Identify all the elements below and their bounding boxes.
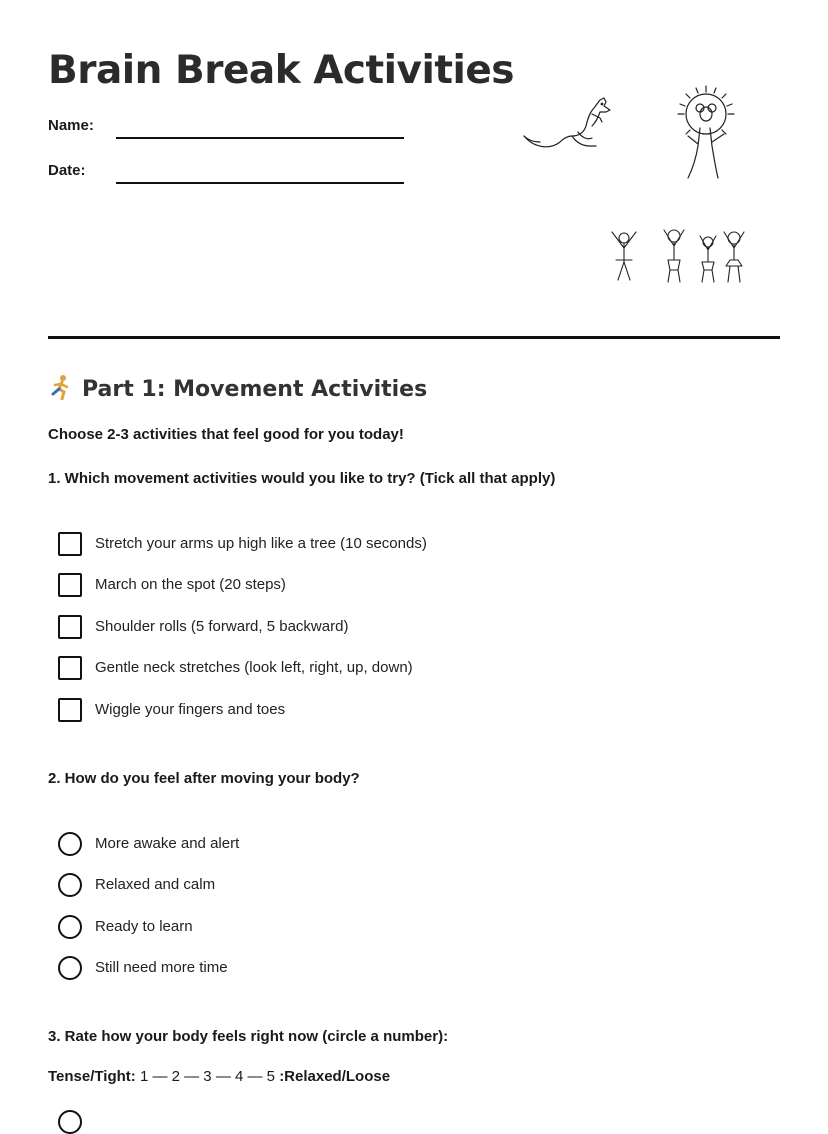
scale-values[interactable]: 1 — 2 — 3 — 4 — 5 bbox=[139, 1068, 276, 1085]
option-label: March on the spot (20 steps) bbox=[95, 576, 286, 593]
name-label: Name: bbox=[48, 117, 94, 134]
radio-button[interactable] bbox=[58, 832, 82, 856]
question-3: 3. Rate how your body feels right now (circle a number): bbox=[48, 1028, 449, 1045]
date-line[interactable] bbox=[116, 182, 404, 184]
runner-icon bbox=[48, 374, 74, 400]
checkbox[interactable] bbox=[58, 698, 82, 722]
option-label: Still need more time bbox=[95, 959, 228, 976]
checkbox[interactable] bbox=[58, 532, 82, 556]
radio-button[interactable] bbox=[58, 915, 82, 939]
option-label: More awake and alert bbox=[95, 835, 240, 852]
radio-button-partial[interactable] bbox=[58, 1110, 82, 1134]
section-divider bbox=[48, 336, 780, 339]
koala-in-tree-illustration bbox=[670, 84, 742, 182]
part1-heading-text: Part 1: Movement Activities bbox=[82, 377, 428, 402]
children-stretching-illustration bbox=[604, 226, 754, 286]
scale-left-label: Tense/Tight: bbox=[48, 1068, 136, 1085]
question-1: 1. Which movement activities would you like to try? (Tick all that apply) bbox=[48, 470, 556, 487]
date-label: Date: bbox=[48, 162, 86, 179]
checkbox[interactable] bbox=[58, 615, 82, 639]
rating-scale[interactable] bbox=[48, 1068, 390, 1085]
question-2: 2. How do you feel after moving your body? bbox=[48, 770, 360, 787]
radio-button[interactable] bbox=[58, 873, 82, 897]
checkbox[interactable] bbox=[58, 656, 82, 680]
radio-button[interactable] bbox=[58, 956, 82, 980]
name-line[interactable] bbox=[116, 137, 404, 139]
kangaroo-illustration bbox=[520, 92, 616, 154]
page-title: Brain Break Activities bbox=[48, 48, 515, 93]
option-label: Gentle neck stretches (look left, right, up, down) bbox=[95, 659, 413, 676]
part1-intro: Choose 2-3 activities that feel good for you today! bbox=[48, 426, 404, 443]
option-label: Shoulder rolls (5 forward, 5 backward) bbox=[95, 618, 349, 635]
option-label: Stretch your arms up high like a tree (10 seconds) bbox=[95, 535, 427, 552]
scale-right-label: :Relaxed/Loose bbox=[279, 1068, 391, 1085]
part1-heading bbox=[48, 374, 427, 402]
option-label: Relaxed and calm bbox=[95, 876, 216, 893]
checkbox[interactable] bbox=[58, 573, 82, 597]
option-label: Wiggle your fingers and toes bbox=[95, 701, 286, 718]
option-label: Ready to learn bbox=[95, 918, 193, 935]
